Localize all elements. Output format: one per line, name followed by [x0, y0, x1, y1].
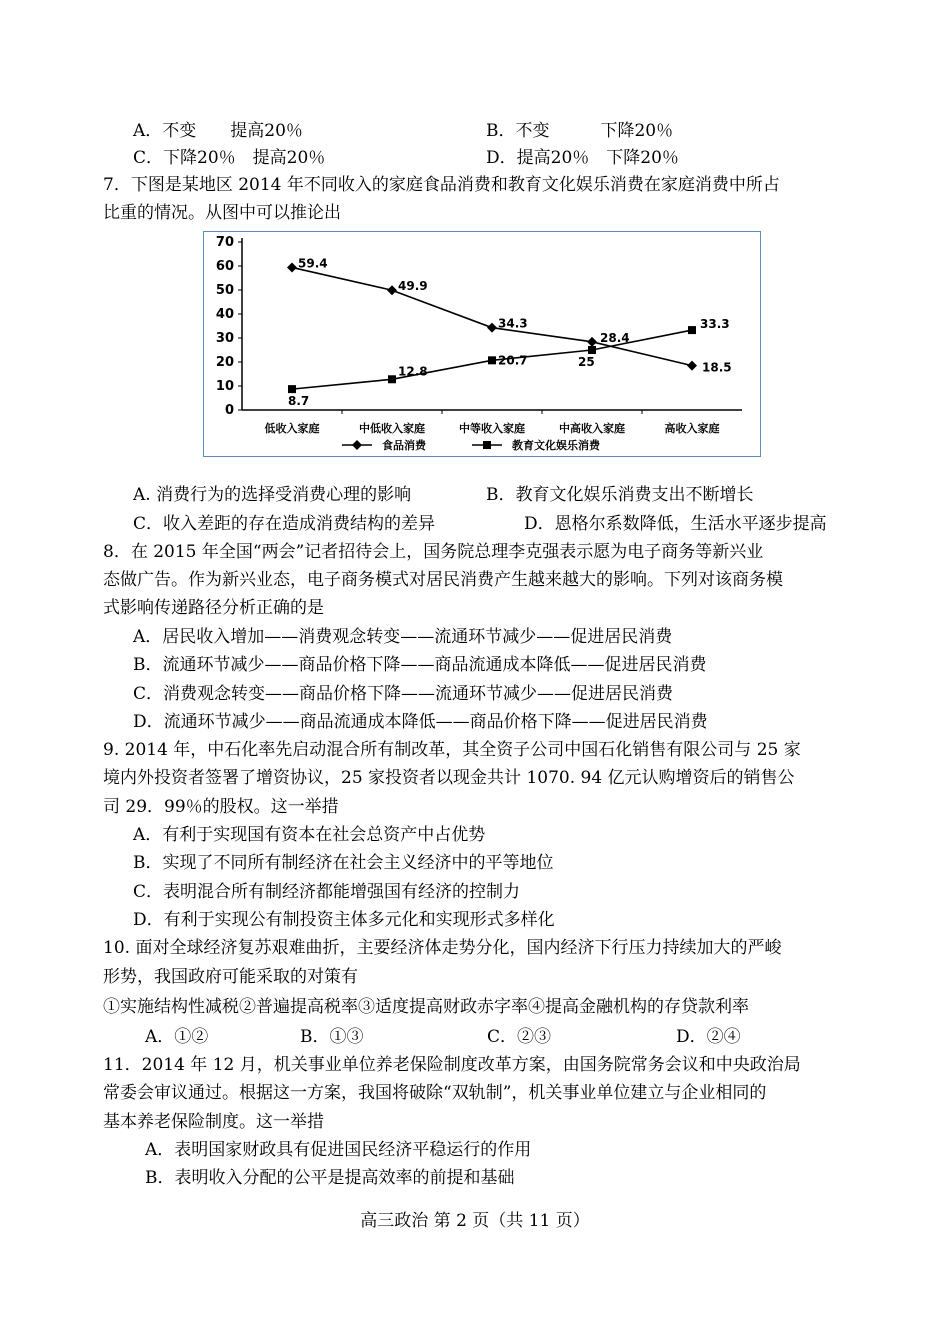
q8-line2: 态做广告。作为新兴业态，电子商务模式对居民消费产生越来越大的影响。下列对该商务模	[103, 570, 783, 590]
x-tick-label: 中高收入家庭	[559, 422, 625, 435]
x-tick-label: 低收入家庭	[264, 422, 320, 435]
q6-option-d: D．提高20％ 下降20％	[486, 148, 679, 168]
y-tick-label: 60	[215, 259, 234, 274]
x-tick-label: 中等收入家庭	[459, 422, 525, 435]
q9-line3: 司 29．99％的股权。这一举措	[103, 797, 339, 817]
q6-option-c: C．下降20％ 提高20％	[133, 148, 326, 168]
q11-option-a: A．表明国家财政具有促进国民经济平稳运行的作用	[145, 1140, 532, 1160]
y-tick-label: 10	[215, 379, 234, 394]
q10-line3: ①实施结构性减税②普遍提高税率③适度提高财政赤字率④提高金融机构的存贷款利率	[103, 997, 749, 1017]
data-point-0-1	[387, 285, 397, 295]
data-point-0-0	[287, 262, 297, 272]
x-tick-label: 高收入家庭	[664, 422, 720, 435]
data-label-0-2: 34.3	[498, 316, 528, 331]
q11-option-b: B．表明收入分配的公平是提高效率的前提和基础	[145, 1168, 515, 1188]
data-label-0-0: 59.4	[298, 256, 328, 271]
q8-option-c: C．消费观念转变——商品价格下降——流通环节减少——促进居民消费	[133, 684, 674, 704]
q8-option-a: A．居民收入增加——消费观念转变——流通环节减少——促进居民消费	[133, 627, 673, 647]
q8-line3: 式影响传递路径分析正确的是	[103, 598, 324, 618]
q7-option-b: B．教育文化娱乐消费支出不断增长	[486, 485, 754, 505]
legend-label-1: 教育文化娱乐消费	[512, 439, 600, 452]
y-tick-label: 40	[215, 307, 234, 322]
q10-option-b: B．①③	[300, 1027, 364, 1047]
q7-option-c: C．收入差距的存在造成消费结构的差异	[133, 514, 436, 534]
q6-option-a: A．不变 提高20％	[133, 121, 303, 141]
q6-option-b: B．不变 下降20％	[486, 121, 674, 141]
chart-legend	[342, 438, 601, 452]
q9-option-a: A．有利于实现国有资本在社会总资产中占优势	[133, 825, 486, 845]
q7-option-a: A. 消费行为的选择受消费心理的影响	[133, 485, 412, 505]
data-point-0-3	[587, 337, 597, 347]
legend-label-0: 食品消费	[382, 439, 426, 452]
consumption-chart	[203, 231, 761, 457]
data-point-1-4	[688, 326, 696, 334]
data-point-1-0	[288, 385, 296, 393]
y-tick-label: 30	[215, 331, 234, 346]
q7-stem-line2: 比重的情况。从图中可以推论出	[103, 203, 341, 223]
data-point-0-2	[487, 323, 497, 333]
chart-marks	[287, 256, 732, 408]
data-label-1-4: 33.3	[700, 317, 730, 332]
q10-line2: 形势，我国政府可能采取的对策有	[103, 967, 358, 987]
q8-option-b: B．流通环节减少——商品价格下降——商品流通成本降低——促进居民消费	[133, 655, 707, 675]
data-label-0-3: 28.4	[600, 330, 630, 345]
y-tick-label: 20	[215, 355, 234, 370]
y-tick-label: 0	[224, 403, 234, 418]
q7-stem-line1: 7．下图是某地区 2014 年不同收入的家庭食品消费和教育文化娱乐消费在家庭消费中所占	[103, 175, 780, 195]
data-point-1-3	[588, 346, 596, 354]
q11-line1: 11．2014 年 12 月，机关事业单位养老保险制度改革方案，由国务院常务会议和中央政治局	[103, 1055, 801, 1075]
legend-marker-1	[483, 441, 491, 449]
data-label-1-1: 12.8	[398, 364, 428, 379]
legend-marker-0	[352, 440, 362, 450]
q10-option-a: A．①②	[145, 1027, 209, 1047]
q9-option-d: D．有利于实现公有制投资主体多元化和实现形式多样化	[133, 910, 555, 930]
x-tick-label: 中低收入家庭	[359, 422, 425, 435]
data-label-1-2: 20.7	[498, 353, 528, 368]
q11-line2: 常委会审议通过。根据这一方案，我国将破除“双轨制”，机关事业单位建立与企业相同的	[103, 1083, 767, 1103]
y-tick-label: 50	[215, 283, 234, 298]
q9-line2: 境内外投资者签署了增资协议，25 家投资者以现金共计 1070. 94 亿元认购增资后的销售公	[103, 768, 795, 788]
data-point-1-1	[388, 375, 396, 383]
data-label-1-0: 8.7	[288, 394, 310, 409]
data-label-1-3: 25	[578, 355, 595, 369]
q10-option-d: D．②④	[676, 1027, 741, 1047]
chart-svg	[204, 232, 760, 456]
q9-option-c: C．表明混合所有制经济都能增强国有经济的控制力	[133, 882, 521, 902]
data-point-0-4	[687, 361, 697, 371]
data-label-0-4: 18.5	[702, 360, 732, 375]
series-line-0	[292, 267, 692, 368]
q7-option-d: D．恩格尔系数降低，生活水平逐步提高	[524, 514, 827, 534]
page-footer: 高三政治 第 2 页（共 11 页）	[360, 1211, 590, 1231]
q11-line3: 基本养老保险制度。这一举措	[103, 1112, 324, 1132]
y-tick-label: 70	[215, 235, 234, 250]
q10-option-c: C．②③	[487, 1027, 552, 1047]
q10-line1: 10. 面对全球经济复苏艰难曲折，主要经济体走势分化，国内经济下行压力持续加大的严峻	[103, 938, 782, 958]
q9-option-b: B．实现了不同所有制经济在社会主义经济中的平等地位	[133, 853, 554, 873]
q9-line1: 9. 2014 年，中石化率先启动混合所有制改革，其全资子公司中国石化销售有限公司与 25 家	[103, 740, 801, 760]
data-point-1-2	[488, 356, 496, 364]
q8-line1: 8．在 2015 年全国“两会”记者招待会上，国务院总理李克强表示愿为电子商务等新兴业	[103, 542, 764, 562]
q8-option-d: D．流通环节减少——商品流通成本降低——商品价格下降——促进居民消费	[133, 712, 708, 732]
data-label-0-1: 49.9	[398, 279, 428, 294]
